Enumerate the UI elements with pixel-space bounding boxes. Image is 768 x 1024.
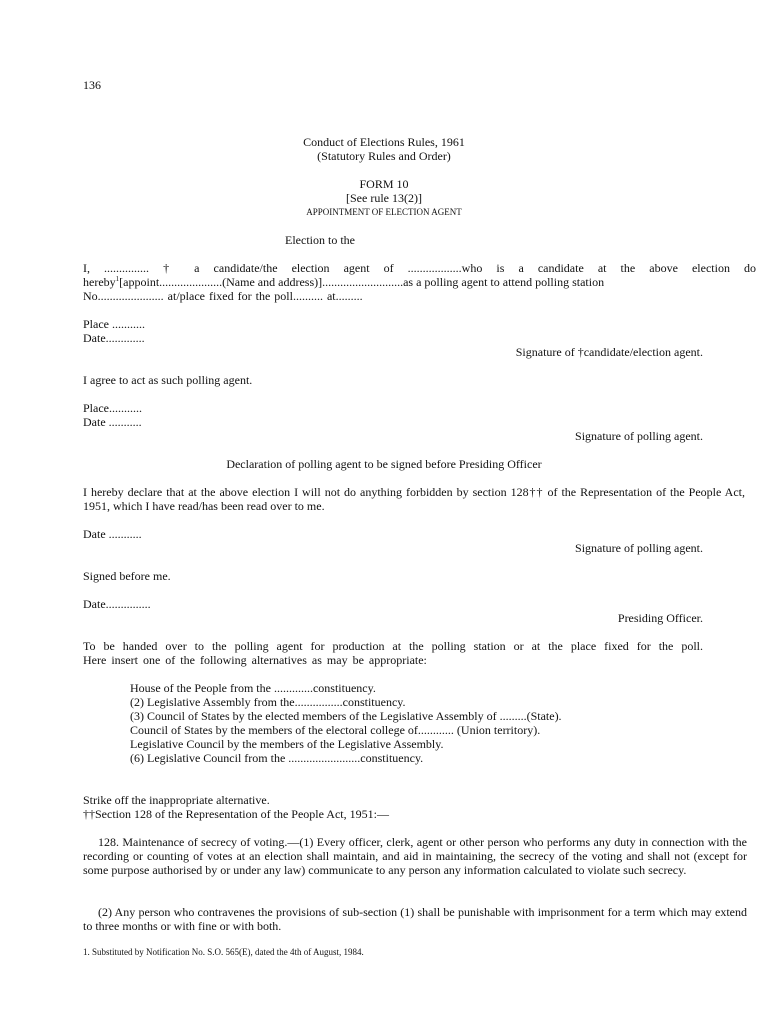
election-to-label: Election to the: [285, 233, 355, 247]
alternative-item: House of the People from the .............constituency.: [130, 681, 376, 695]
date-field: Date.............: [83, 331, 145, 345]
agent-signature: Signature of polling agent.: [575, 429, 703, 443]
appointment-line-3: No...................... at/place fixed for the poll.......... at.........: [83, 289, 363, 303]
document-title: Conduct of Elections Rules, 1961: [303, 135, 465, 149]
agent-date-field: Date ...........: [83, 415, 142, 429]
officer-date: Date...............: [83, 597, 151, 611]
declaration-signature: Signature of polling agent.: [575, 541, 703, 555]
signed-before-text: Signed before me.: [83, 569, 171, 583]
alternative-item: Council of States by the members of the electoral college of............ (Union territory).: [130, 723, 541, 737]
declaration-heading: Declaration of polling agent to be signed before Presiding Officer: [226, 457, 542, 471]
appointment-line-1: I, ............... † a candidate/the election agent of ..................who is a candidate at the above election do: [83, 261, 756, 275]
document-subtitle: (Statutory Rules and Order): [317, 149, 451, 163]
footnote-marker: 1: [115, 275, 120, 283]
presiding-officer-label: Presiding Officer.: [617, 611, 703, 625]
declaration-text: I hereby declare that at the above election I will not do anything forbidden by section 128†† of the Representation of the People Act, 1951, which I have read/has been read over to me.: [83, 485, 745, 513]
alternative-item: Legislative Council by the members of the Legislative Assembly.: [130, 737, 444, 751]
agreement-text: I agree to act as such polling agent.: [83, 373, 253, 387]
alternative-item: (2) Legislative Assembly from the................constituency.: [130, 695, 406, 709]
form-number: FORM 10: [359, 177, 409, 191]
handover-line-2: Here insert one of the following alternatives as may be appropriate:: [83, 653, 427, 667]
handover-line-1: To be handed over to the polling agent for production at the polling station or at the place fixed for the poll.: [83, 639, 703, 653]
alternative-item: (6) Legislative Council from the ........................constituency.: [130, 751, 424, 765]
declaration-date: Date ...........: [83, 527, 142, 541]
section-128-paragraph-2: (2) Any person who contravenes the provisions of sub-section (1) shall be punishable with imprisonment for a term which may extend to three months or with fine or with both.: [83, 905, 747, 933]
section-128-paragraph-1: 128. Maintenance of secrecy of voting.—(1) Every officer, clerk, agent or other person who performs any duty in connection with the recording or counting of votes at an election shall maintain, and aid in maintaining, the secrecy of the voting and shall not (except for some purpose authorised by or under any law) communicate to any person any information calculated to violate such secrecy.: [83, 835, 747, 877]
candidate-signature: Signature of †candidate/election agent.: [515, 345, 703, 359]
agent-place-field: Place...........: [83, 401, 142, 415]
appointment-line-2: hereby$^1$[appoint.....................(Name and address)]...........................as a polling agent to attend polling station: [83, 275, 605, 289]
page-number: 136: [83, 78, 101, 92]
footnote: 1. Substituted by Notification No. S.O. 565(E), dated the 4th of August, 1984.: [83, 947, 364, 957]
section-reference: ††Section 128 of the Representation of the People Act, 1951:—: [83, 807, 389, 821]
form-heading: APPOINTMENT OF ELECTION AGENT: [306, 207, 462, 217]
strike-off-note: Strike off the inappropriate alternative.: [83, 793, 270, 807]
place-field: Place ...........: [83, 317, 145, 331]
alternative-item: (3) Council of States by the elected members of the Legislative Assembly of .........(State).: [130, 709, 562, 723]
form-rule: [See rule 13(2)]: [346, 191, 422, 205]
